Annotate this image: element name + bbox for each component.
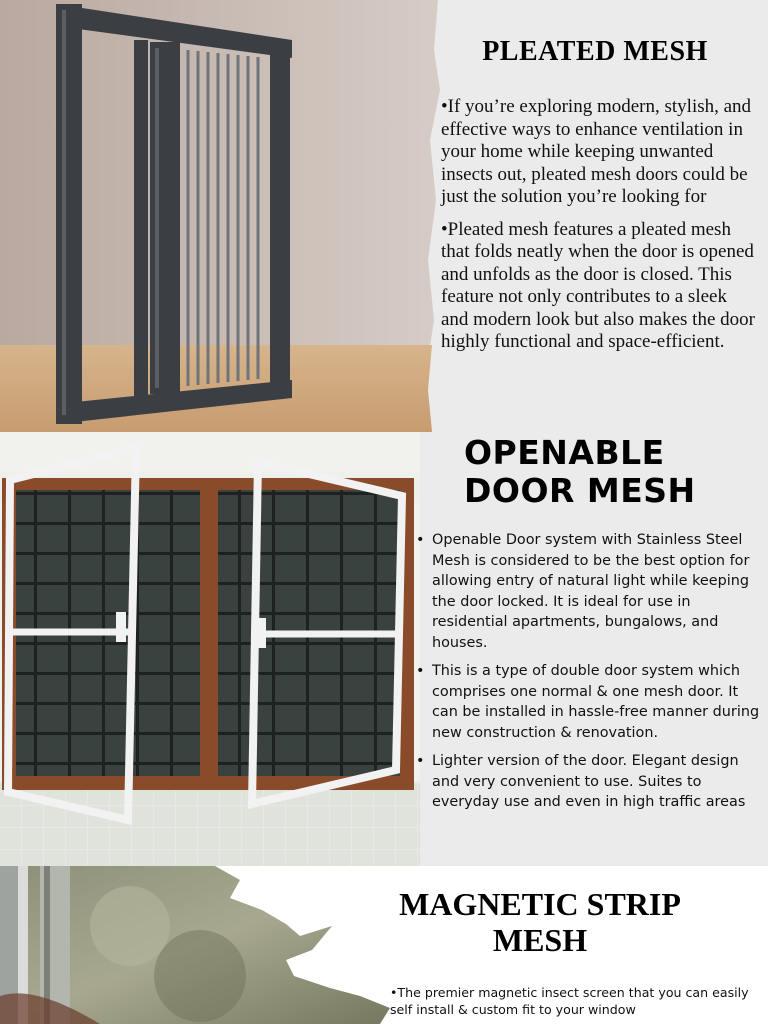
bullet-text: •Pleated mesh features a pleated mesh that folds neatly when the door is opened and unfolds as the door is closed. This feature not only contributes to a sleek and modern look but also makes the door highly functional and space-efficient. [441, 218, 755, 352]
openable-door-mesh-title: OPENABLE DOOR MESH [464, 433, 696, 510]
bullet-text: • Openable Door system with Stainless Steel Mesh is considered to be the best option for allowing entry of natural light while keeping the door locked. It is ideal for use in residential apartments, bungalows, and houses. [416, 530, 768, 653]
magnetic-strip-mesh-bullets [390, 984, 762, 1018]
openable-door-mesh-photo [0, 432, 420, 866]
bullet-text: • This is a type of double door system which comprises one normal & one mesh door. It can be installed in hassle-free manner during new construction & renovation. [416, 661, 768, 743]
pleated-mesh-bullets [441, 96, 759, 364]
bullet-text: •The premier magnetic insect screen that you can easily self install & custom fit to your window [390, 985, 749, 1017]
pleated-mesh-title: PLEATED MESH [482, 36, 708, 67]
pleated-mesh-section [0, 0, 768, 432]
magnetic-strip-mesh-title: MAGNETIC STRIP MESH [399, 886, 681, 958]
bullet-text: • Lighter version of the door. Elegant design and very convenient to use. Suites to everyday use and even in high traffic areas [416, 751, 768, 813]
openable-door-mesh-section [0, 432, 768, 866]
magnetic-strip-mesh-photo [0, 866, 400, 1024]
bullet-text: •If you’re exploring modern, stylish, and effective ways to enhance ventilation in your home while keeping unwanted insects out, pleated mesh doors could be just the solution you’re looking for [441, 96, 752, 207]
pleated-mesh-photo [0, 0, 445, 432]
openable-door-mesh-bullets [416, 530, 768, 821]
magnetic-strip-mesh-section [0, 866, 768, 1024]
